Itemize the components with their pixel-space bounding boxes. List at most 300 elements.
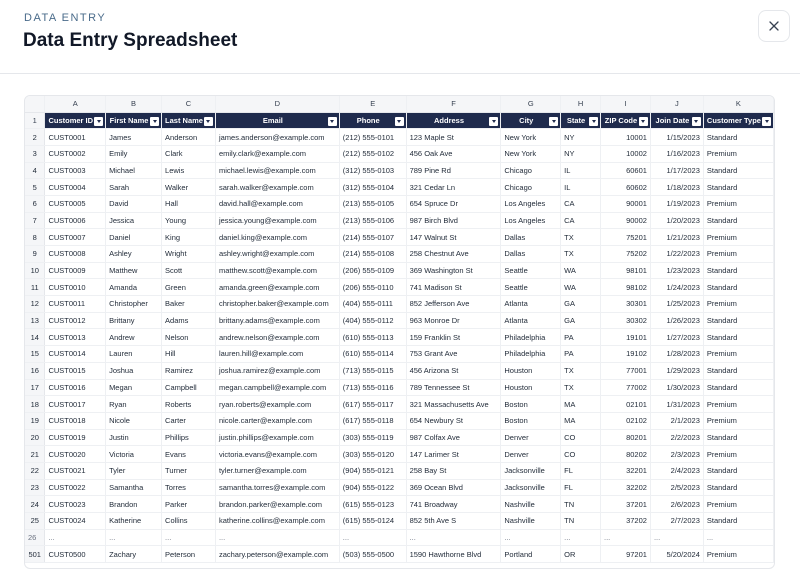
table-cell[interactable]: 02102: [601, 412, 651, 429]
table-cell[interactable]: 456 Arizona St: [406, 362, 501, 379]
table-cell[interactable]: (617) 555-0117: [339, 396, 406, 413]
table-cell[interactable]: katherine.collins@example.com: [215, 513, 339, 530]
table-cell[interactable]: Hall: [162, 195, 216, 212]
table-cell[interactable]: 1/27/2023: [650, 329, 703, 346]
table-cell[interactable]: 741 Madison St: [406, 279, 501, 296]
table-cell[interactable]: (404) 555-0111: [339, 296, 406, 313]
table-cell[interactable]: TN: [561, 496, 601, 513]
table-cell[interactable]: ...: [106, 529, 162, 546]
table-cell[interactable]: 80202: [601, 446, 651, 463]
table-cell[interactable]: OR: [561, 546, 601, 563]
row-number[interactable]: 6: [25, 195, 45, 212]
table-cell[interactable]: Young: [162, 212, 216, 229]
table-cell[interactable]: CA: [561, 212, 601, 229]
table-cell[interactable]: TX: [561, 229, 601, 246]
table-cell[interactable]: tyler.turner@example.com: [215, 462, 339, 479]
table-cell[interactable]: 10001: [601, 129, 651, 146]
table-cell[interactable]: Baker: [162, 296, 216, 313]
table-cell[interactable]: Emily: [106, 145, 162, 162]
table-cell[interactable]: megan.campbell@example.com: [215, 379, 339, 396]
table-cell[interactable]: 852 Jefferson Ave: [406, 296, 501, 313]
column-letter[interactable]: A: [45, 96, 106, 112]
table-cell[interactable]: IL: [561, 162, 601, 179]
table-cell[interactable]: 2/4/2023: [650, 462, 703, 479]
table-cell[interactable]: victoria.evans@example.com: [215, 446, 339, 463]
table-cell[interactable]: jessica.young@example.com: [215, 212, 339, 229]
table-cell[interactable]: Parker: [162, 496, 216, 513]
table-cell[interactable]: 80201: [601, 429, 651, 446]
table-cell[interactable]: Dallas: [501, 229, 561, 246]
table-cell[interactable]: PA: [561, 329, 601, 346]
table-cell[interactable]: CUST0004: [45, 179, 106, 196]
table-cell[interactable]: 147 Larimer St: [406, 446, 501, 463]
table-cell[interactable]: Standard: [703, 162, 773, 179]
table-cell[interactable]: ...: [339, 529, 406, 546]
table-cell[interactable]: CUST0021: [45, 462, 106, 479]
table-cell[interactable]: GA: [561, 296, 601, 313]
table-cell[interactable]: Standard: [703, 362, 773, 379]
table-cell[interactable]: Jacksonville: [501, 462, 561, 479]
column-header[interactable]: [406, 112, 501, 129]
column-header[interactable]: [601, 112, 651, 129]
table-cell[interactable]: TX: [561, 362, 601, 379]
filter-dropdown-icon[interactable]: [94, 117, 103, 126]
table-cell[interactable]: Premium: [703, 246, 773, 263]
table-cell[interactable]: nicole.carter@example.com: [215, 412, 339, 429]
table-cell[interactable]: Standard: [703, 513, 773, 530]
row-number[interactable]: 17: [25, 379, 45, 396]
table-cell[interactable]: GA: [561, 312, 601, 329]
table-cell[interactable]: Anderson: [162, 129, 216, 146]
table-cell[interactable]: (303) 555-0119: [339, 429, 406, 446]
table-cell[interactable]: Collins: [162, 513, 216, 530]
table-cell[interactable]: 90001: [601, 195, 651, 212]
table-cell[interactable]: 2/3/2023: [650, 446, 703, 463]
table-cell[interactable]: christopher.baker@example.com: [215, 296, 339, 313]
table-cell[interactable]: 1/31/2023: [650, 396, 703, 413]
table-cell[interactable]: 32202: [601, 479, 651, 496]
table-cell[interactable]: 654 Spruce Dr: [406, 195, 501, 212]
table-cell[interactable]: Standard: [703, 429, 773, 446]
filter-dropdown-icon[interactable]: [395, 117, 404, 126]
row-number[interactable]: 20: [25, 429, 45, 446]
table-cell[interactable]: Premium: [703, 412, 773, 429]
table-cell[interactable]: Brandon: [106, 496, 162, 513]
table-cell[interactable]: andrew.nelson@example.com: [215, 329, 339, 346]
filter-dropdown-icon[interactable]: [762, 117, 771, 126]
row-number[interactable]: 10: [25, 262, 45, 279]
table-cell[interactable]: (312) 555-0104: [339, 179, 406, 196]
table-cell[interactable]: (610) 555-0114: [339, 346, 406, 363]
column-header[interactable]: [162, 112, 216, 129]
table-cell[interactable]: Jessica: [106, 212, 162, 229]
table-cell[interactable]: Nicole: [106, 412, 162, 429]
row-number[interactable]: 16: [25, 362, 45, 379]
table-cell[interactable]: Standard: [703, 462, 773, 479]
row-number[interactable]: 21: [25, 446, 45, 463]
row-number[interactable]: 24: [25, 496, 45, 513]
row-number[interactable]: 13: [25, 312, 45, 329]
table-cell[interactable]: CUST0001: [45, 129, 106, 146]
filter-dropdown-icon[interactable]: [328, 117, 337, 126]
table-cell[interactable]: Ramirez: [162, 362, 216, 379]
table-cell[interactable]: 30301: [601, 296, 651, 313]
table-cell[interactable]: WA: [561, 279, 601, 296]
row-number[interactable]: 2: [25, 129, 45, 146]
table-cell[interactable]: (503) 555-0500: [339, 546, 406, 563]
table-cell[interactable]: Denver: [501, 429, 561, 446]
table-cell[interactable]: Sarah: [106, 179, 162, 196]
table-cell[interactable]: IL: [561, 179, 601, 196]
column-letter[interactable]: D: [215, 96, 339, 112]
table-cell[interactable]: Lewis: [162, 162, 216, 179]
table-cell[interactable]: Standard: [703, 312, 773, 329]
table-cell[interactable]: 32201: [601, 462, 651, 479]
table-cell[interactable]: (615) 555-0124: [339, 513, 406, 530]
table-cell[interactable]: 1/16/2023: [650, 145, 703, 162]
table-cell[interactable]: 1/24/2023: [650, 279, 703, 296]
row-number[interactable]: 4: [25, 162, 45, 179]
table-cell[interactable]: Michael: [106, 162, 162, 179]
table-cell[interactable]: Hill: [162, 346, 216, 363]
table-cell[interactable]: 1/26/2023: [650, 312, 703, 329]
column-header[interactable]: [501, 112, 561, 129]
table-cell[interactable]: emily.clark@example.com: [215, 145, 339, 162]
table-cell[interactable]: 987 Birch Blvd: [406, 212, 501, 229]
table-cell[interactable]: michael.lewis@example.com: [215, 162, 339, 179]
table-cell[interactable]: 1/21/2023: [650, 229, 703, 246]
table-cell[interactable]: Nashville: [501, 513, 561, 530]
table-cell[interactable]: ashley.wright@example.com: [215, 246, 339, 263]
filter-dropdown-icon[interactable]: [549, 117, 558, 126]
table-cell[interactable]: Houston: [501, 362, 561, 379]
table-cell[interactable]: Katherine: [106, 513, 162, 530]
table-cell[interactable]: Boston: [501, 396, 561, 413]
table-cell[interactable]: CUST0023: [45, 496, 106, 513]
table-cell[interactable]: David: [106, 195, 162, 212]
table-cell[interactable]: New York: [501, 129, 561, 146]
table-cell[interactable]: Premium: [703, 296, 773, 313]
table-cell[interactable]: 1/25/2023: [650, 296, 703, 313]
table-cell[interactable]: Roberts: [162, 396, 216, 413]
table-cell[interactable]: FL: [561, 462, 601, 479]
table-cell[interactable]: Chicago: [501, 179, 561, 196]
table-cell[interactable]: brittany.adams@example.com: [215, 312, 339, 329]
table-cell[interactable]: PA: [561, 346, 601, 363]
row-number[interactable]: 3: [25, 145, 45, 162]
table-cell[interactable]: Standard: [703, 129, 773, 146]
table-cell[interactable]: CUST0500: [45, 546, 106, 563]
table-cell[interactable]: Houston: [501, 379, 561, 396]
table-cell[interactable]: Atlanta: [501, 296, 561, 313]
table-cell[interactable]: (904) 555-0121: [339, 462, 406, 479]
table-cell[interactable]: Jacksonville: [501, 479, 561, 496]
table-cell[interactable]: King: [162, 229, 216, 246]
row-number[interactable]: 14: [25, 329, 45, 346]
table-cell[interactable]: 753 Grant Ave: [406, 346, 501, 363]
table-cell[interactable]: Torres: [162, 479, 216, 496]
table-cell[interactable]: 97201: [601, 546, 651, 563]
table-cell[interactable]: Green: [162, 279, 216, 296]
table-cell[interactable]: Premium: [703, 195, 773, 212]
table-cell[interactable]: Nelson: [162, 329, 216, 346]
table-cell[interactable]: Turner: [162, 462, 216, 479]
table-cell[interactable]: Chicago: [501, 162, 561, 179]
table-cell[interactable]: (610) 555-0113: [339, 329, 406, 346]
table-cell[interactable]: 789 Tennessee St: [406, 379, 501, 396]
row-number[interactable]: 23: [25, 479, 45, 496]
table-cell[interactable]: Lauren: [106, 346, 162, 363]
table-cell[interactable]: 37201: [601, 496, 651, 513]
table-cell[interactable]: Megan: [106, 379, 162, 396]
table-cell[interactable]: (615) 555-0123: [339, 496, 406, 513]
table-cell[interactable]: ...: [162, 529, 216, 546]
table-cell[interactable]: brandon.parker@example.com: [215, 496, 339, 513]
table-cell[interactable]: 741 Broadway: [406, 496, 501, 513]
table-cell[interactable]: 30302: [601, 312, 651, 329]
table-cell[interactable]: 1/28/2023: [650, 346, 703, 363]
table-cell[interactable]: Scott: [162, 262, 216, 279]
table-cell[interactable]: Samantha: [106, 479, 162, 496]
row-number[interactable]: 5: [25, 179, 45, 196]
table-cell[interactable]: 02101: [601, 396, 651, 413]
table-cell[interactable]: 19102: [601, 346, 651, 363]
table-cell[interactable]: Los Angeles: [501, 212, 561, 229]
table-cell[interactable]: 2/5/2023: [650, 479, 703, 496]
filter-dropdown-icon[interactable]: [150, 117, 159, 126]
table-cell[interactable]: CO: [561, 429, 601, 446]
table-cell[interactable]: Premium: [703, 496, 773, 513]
table-cell[interactable]: 75202: [601, 246, 651, 263]
table-cell[interactable]: MA: [561, 396, 601, 413]
table-cell[interactable]: Philadelphia: [501, 329, 561, 346]
table-cell[interactable]: (617) 555-0118: [339, 412, 406, 429]
table-cell[interactable]: Portland: [501, 546, 561, 563]
table-cell[interactable]: lauren.hill@example.com: [215, 346, 339, 363]
table-cell[interactable]: 60602: [601, 179, 651, 196]
table-cell[interactable]: CA: [561, 195, 601, 212]
table-cell[interactable]: Ashley: [106, 246, 162, 263]
column-letter[interactable]: I: [601, 96, 651, 112]
table-cell[interactable]: ...: [501, 529, 561, 546]
row-number[interactable]: 11: [25, 279, 45, 296]
table-cell[interactable]: (212) 555-0101: [339, 129, 406, 146]
table-cell[interactable]: Seattle: [501, 279, 561, 296]
table-cell[interactable]: New York: [501, 145, 561, 162]
filter-dropdown-icon[interactable]: [489, 117, 498, 126]
table-cell[interactable]: ...: [703, 529, 773, 546]
column-letter[interactable]: J: [650, 96, 703, 112]
row-number[interactable]: 19: [25, 412, 45, 429]
table-cell[interactable]: 1/30/2023: [650, 379, 703, 396]
table-cell[interactable]: James: [106, 129, 162, 146]
table-cell[interactable]: Standard: [703, 212, 773, 229]
table-cell[interactable]: CUST0012: [45, 312, 106, 329]
table-cell[interactable]: 456 Oak Ave: [406, 145, 501, 162]
table-cell[interactable]: (904) 555-0122: [339, 479, 406, 496]
table-cell[interactable]: Clark: [162, 145, 216, 162]
table-cell[interactable]: CUST0020: [45, 446, 106, 463]
table-cell[interactable]: 98101: [601, 262, 651, 279]
table-cell[interactable]: CUST0005: [45, 195, 106, 212]
table-cell[interactable]: ...: [561, 529, 601, 546]
table-cell[interactable]: CUST0013: [45, 329, 106, 346]
table-cell[interactable]: 123 Maple St: [406, 129, 501, 146]
table-cell[interactable]: Seattle: [501, 262, 561, 279]
table-cell[interactable]: 1/17/2023: [650, 162, 703, 179]
table-cell[interactable]: joshua.ramirez@example.com: [215, 362, 339, 379]
table-cell[interactable]: 369 Ocean Blvd: [406, 479, 501, 496]
table-cell[interactable]: Premium: [703, 145, 773, 162]
column-header[interactable]: [45, 112, 106, 129]
column-letter[interactable]: C: [162, 96, 216, 112]
table-cell[interactable]: 987 Colfax Ave: [406, 429, 501, 446]
table-cell[interactable]: Victoria: [106, 446, 162, 463]
table-cell[interactable]: 98102: [601, 279, 651, 296]
table-cell[interactable]: 90002: [601, 212, 651, 229]
table-cell[interactable]: Matthew: [106, 262, 162, 279]
table-cell[interactable]: CUST0016: [45, 379, 106, 396]
table-cell[interactable]: CUST0018: [45, 412, 106, 429]
row-number[interactable]: 18: [25, 396, 45, 413]
row-number[interactable]: 22: [25, 462, 45, 479]
table-cell[interactable]: TX: [561, 379, 601, 396]
table-cell[interactable]: WA: [561, 262, 601, 279]
table-cell[interactable]: 77001: [601, 362, 651, 379]
corner-cell[interactable]: [25, 96, 45, 112]
table-cell[interactable]: Los Angeles: [501, 195, 561, 212]
row-number[interactable]: 26: [25, 529, 45, 546]
table-cell[interactable]: Philadelphia: [501, 346, 561, 363]
table-cell[interactable]: Premium: [703, 446, 773, 463]
table-cell[interactable]: zachary.peterson@example.com: [215, 546, 339, 563]
filter-dropdown-icon[interactable]: [692, 117, 701, 126]
table-cell[interactable]: ...: [215, 529, 339, 546]
table-cell[interactable]: FL: [561, 479, 601, 496]
table-cell[interactable]: 37202: [601, 513, 651, 530]
table-cell[interactable]: Standard: [703, 262, 773, 279]
row-number[interactable]: 25: [25, 513, 45, 530]
table-cell[interactable]: Standard: [703, 179, 773, 196]
table-cell[interactable]: NY: [561, 145, 601, 162]
table-cell[interactable]: MA: [561, 412, 601, 429]
table-cell[interactable]: david.hall@example.com: [215, 195, 339, 212]
table-cell[interactable]: 159 Franklin St: [406, 329, 501, 346]
table-cell[interactable]: (312) 555-0103: [339, 162, 406, 179]
table-cell[interactable]: CUST0014: [45, 346, 106, 363]
table-cell[interactable]: 1/15/2023: [650, 129, 703, 146]
table-cell[interactable]: Campbell: [162, 379, 216, 396]
table-cell[interactable]: Atlanta: [501, 312, 561, 329]
table-cell[interactable]: Daniel: [106, 229, 162, 246]
table-cell[interactable]: Walker: [162, 179, 216, 196]
table-cell[interactable]: Premium: [703, 546, 773, 563]
table-cell[interactable]: TX: [561, 246, 601, 263]
table-cell[interactable]: 258 Chestnut Ave: [406, 246, 501, 263]
table-cell[interactable]: Wright: [162, 246, 216, 263]
table-cell[interactable]: ...: [45, 529, 106, 546]
table-cell[interactable]: CUST0024: [45, 513, 106, 530]
column-letter[interactable]: B: [106, 96, 162, 112]
column-header[interactable]: [106, 112, 162, 129]
table-cell[interactable]: (303) 555-0120: [339, 446, 406, 463]
table-cell[interactable]: Brittany: [106, 312, 162, 329]
column-header[interactable]: [561, 112, 601, 129]
table-cell[interactable]: (713) 555-0115: [339, 362, 406, 379]
table-cell[interactable]: Adams: [162, 312, 216, 329]
column-letter[interactable]: F: [406, 96, 501, 112]
table-cell[interactable]: Andrew: [106, 329, 162, 346]
table-cell[interactable]: CUST0011: [45, 296, 106, 313]
table-cell[interactable]: 1/18/2023: [650, 179, 703, 196]
table-cell[interactable]: Phillips: [162, 429, 216, 446]
table-cell[interactable]: (213) 555-0105: [339, 195, 406, 212]
column-letter[interactable]: K: [703, 96, 773, 112]
table-cell[interactable]: Premium: [703, 346, 773, 363]
table-cell[interactable]: sarah.walker@example.com: [215, 179, 339, 196]
table-cell[interactable]: 321 Massachusetts Ave: [406, 396, 501, 413]
table-cell[interactable]: Standard: [703, 479, 773, 496]
table-cell[interactable]: CUST0007: [45, 229, 106, 246]
table-cell[interactable]: CUST0010: [45, 279, 106, 296]
table-cell[interactable]: samantha.torres@example.com: [215, 479, 339, 496]
table-cell[interactable]: Standard: [703, 329, 773, 346]
table-cell[interactable]: CUST0015: [45, 362, 106, 379]
table-cell[interactable]: CUST0006: [45, 212, 106, 229]
table-cell[interactable]: (404) 555-0112: [339, 312, 406, 329]
table-cell[interactable]: ...: [406, 529, 501, 546]
table-cell[interactable]: 75201: [601, 229, 651, 246]
table-cell[interactable]: 5/20/2024: [650, 546, 703, 563]
table-cell[interactable]: (214) 555-0107: [339, 229, 406, 246]
table-cell[interactable]: Joshua: [106, 362, 162, 379]
table-cell[interactable]: daniel.king@example.com: [215, 229, 339, 246]
table-cell[interactable]: 60601: [601, 162, 651, 179]
table-cell[interactable]: 654 Newbury St: [406, 412, 501, 429]
table-cell[interactable]: 852 5th Ave S: [406, 513, 501, 530]
table-cell[interactable]: 1/23/2023: [650, 262, 703, 279]
table-cell[interactable]: 1/19/2023: [650, 195, 703, 212]
table-cell[interactable]: 789 Pine Rd: [406, 162, 501, 179]
filter-dropdown-icon[interactable]: [639, 117, 648, 126]
table-cell[interactable]: Premium: [703, 396, 773, 413]
table-cell[interactable]: 369 Washington St: [406, 262, 501, 279]
table-cell[interactable]: 2/6/2023: [650, 496, 703, 513]
row-number[interactable]: 7: [25, 212, 45, 229]
table-cell[interactable]: 321 Cedar Ln: [406, 179, 501, 196]
table-cell[interactable]: Ryan: [106, 396, 162, 413]
column-header[interactable]: [650, 112, 703, 129]
table-cell[interactable]: CUST0019: [45, 429, 106, 446]
row-number[interactable]: 12: [25, 296, 45, 313]
table-cell[interactable]: CUST0008: [45, 246, 106, 263]
table-cell[interactable]: Nashville: [501, 496, 561, 513]
table-cell[interactable]: 2/2/2023: [650, 429, 703, 446]
table-cell[interactable]: Tyler: [106, 462, 162, 479]
column-letter[interactable]: H: [561, 96, 601, 112]
table-cell[interactable]: 963 Monroe Dr: [406, 312, 501, 329]
table-cell[interactable]: CUST0003: [45, 162, 106, 179]
row-number[interactable]: 15: [25, 346, 45, 363]
table-cell[interactable]: 10002: [601, 145, 651, 162]
table-cell[interactable]: Peterson: [162, 546, 216, 563]
close-button[interactable]: [758, 10, 790, 42]
table-cell[interactable]: 1/29/2023: [650, 362, 703, 379]
table-cell[interactable]: Amanda: [106, 279, 162, 296]
table-cell[interactable]: (214) 555-0108: [339, 246, 406, 263]
table-cell[interactable]: james.anderson@example.com: [215, 129, 339, 146]
table-cell[interactable]: 1590 Hawthorne Blvd: [406, 546, 501, 563]
